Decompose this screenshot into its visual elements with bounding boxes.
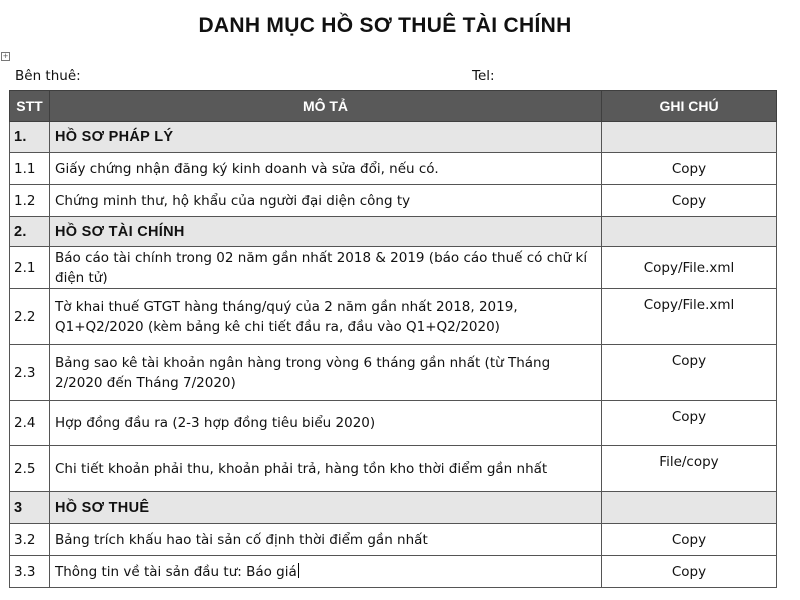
document-title: DANH MỤC HỒ SƠ THUÊ TÀI CHÍNH xyxy=(198,14,572,37)
row-note[interactable]: Copy xyxy=(602,556,777,588)
row-note[interactable]: Copy xyxy=(602,153,777,185)
tel-label: Tel: xyxy=(472,68,495,84)
row-description-text: Thông tin về tài sản đầu tư: Báo giá xyxy=(55,563,297,580)
table-header-row xyxy=(10,91,777,122)
row-description[interactable]: HỒ SƠ TÀI CHÍNH xyxy=(50,217,602,247)
row-stt: 2.1 xyxy=(10,247,50,289)
row-note[interactable] xyxy=(602,217,777,247)
header-stt: STT xyxy=(10,91,50,122)
table-row xyxy=(10,446,777,492)
section-row xyxy=(10,122,777,153)
row-description[interactable]: Bảng trích khấu hao tài sản cố định thời điểm gần nhất xyxy=(50,524,602,556)
tenant-label: Bên thuê: xyxy=(15,68,81,84)
table-row xyxy=(10,185,777,217)
row-note[interactable] xyxy=(602,122,777,153)
header-note: GHI CHÚ xyxy=(602,91,777,122)
row-note[interactable]: Copy xyxy=(602,524,777,556)
document-table xyxy=(9,90,777,588)
row-description[interactable]: Chứng minh thư, hộ khẩu của người đại diện công ty xyxy=(50,185,602,217)
row-stt: 2.4 xyxy=(10,401,50,446)
row-description[interactable]: Tờ khai thuế GTGT hàng tháng/quý của 2 năm gần nhất 2018, 2019, Q1+Q2/2020 (kèm bảng kê chi tiết đầu ra, đầu vào Q1+Q2/2020) xyxy=(50,289,602,345)
text-cursor xyxy=(298,563,299,578)
table-row xyxy=(10,556,777,588)
row-stt: 2.3 xyxy=(10,345,50,401)
header-description: MÔ TẢ xyxy=(50,91,602,122)
row-note[interactable]: Copy xyxy=(602,185,777,217)
row-note[interactable]: File/copy xyxy=(602,446,777,492)
row-description[interactable]: Chi tiết khoản phải thu, khoản phải trả, hàng tồn kho thời điểm gần nhất xyxy=(50,446,602,492)
section-row xyxy=(10,492,777,524)
row-note[interactable]: Copy/File.xml xyxy=(602,289,777,345)
row-description-active[interactable] xyxy=(50,556,602,588)
row-description[interactable]: HỒ SƠ THUÊ xyxy=(50,492,602,524)
row-stt: 2.5 xyxy=(10,446,50,492)
row-description[interactable]: Báo cáo tài chính trong 02 năm gần nhất 2018 & 2019 (báo cáo thuế có chữ kí điện tử) xyxy=(50,247,602,289)
row-stt: 3.2 xyxy=(10,524,50,556)
table-row xyxy=(10,345,777,401)
table-row xyxy=(10,247,777,289)
row-note[interactable] xyxy=(602,492,777,524)
table-row xyxy=(10,524,777,556)
row-stt: 2. xyxy=(10,217,50,247)
table-move-handle-icon[interactable]: + xyxy=(2,52,9,60)
table-row xyxy=(10,401,777,446)
row-stt: 2.2 xyxy=(10,289,50,345)
row-stt: 1. xyxy=(10,122,50,153)
row-note[interactable]: Copy xyxy=(602,345,777,401)
row-stt: 3.3 xyxy=(10,556,50,588)
section-row xyxy=(10,217,777,247)
row-note[interactable]: Copy xyxy=(602,401,777,446)
row-stt: 3 xyxy=(10,492,50,524)
table-row xyxy=(10,289,777,345)
row-note[interactable]: Copy/File.xml xyxy=(602,247,777,289)
table-row xyxy=(10,153,777,185)
row-description[interactable]: HỒ SƠ PHÁP LÝ xyxy=(50,122,602,153)
row-stt: 1.2 xyxy=(10,185,50,217)
row-description[interactable]: Hợp đồng đầu ra (2-3 hợp đồng tiêu biểu 2020) xyxy=(50,401,602,446)
row-description[interactable]: Giấy chứng nhận đăng ký kinh doanh và sửa đổi, nếu có. xyxy=(50,153,602,185)
row-description[interactable]: Bảng sao kê tài khoản ngân hàng trong vòng 6 tháng gần nhất (từ Tháng 2/2020 đến Tháng 7/2020) xyxy=(50,345,602,401)
row-stt: 1.1 xyxy=(10,153,50,185)
